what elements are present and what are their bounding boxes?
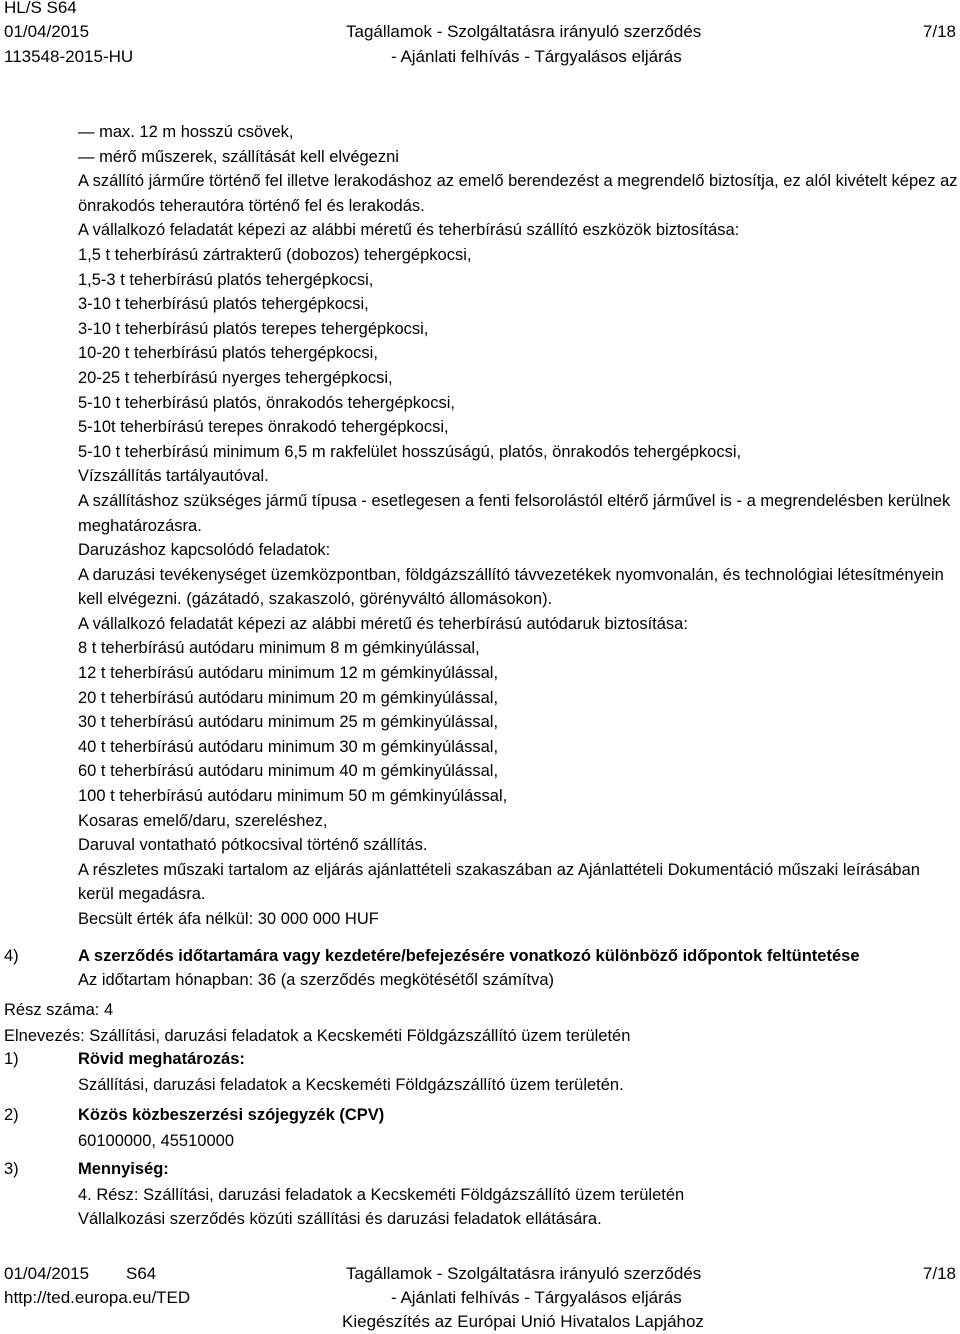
section-description <box>78 120 958 932</box>
list-item: 20-25 t teherbírású nyerges tehergépkocsi, <box>78 368 393 387</box>
paragraph-cranes-intro: A vállalkozó feladatát képezi az alábbi méretű és teherbírású autódaruk biztosítása: <box>78 614 688 633</box>
list-item: 5-10t teherbírású terepes önrakodó tehergépkocsi, <box>78 418 449 437</box>
list-item: 5-10 t teherbírású platós, önrakodós tehergépkocsi, <box>78 393 455 412</box>
estimated-value: Becsült érték áfa nélkül: 30 000 000 HUF <box>78 910 379 928</box>
item-title: Rövid meghatározás: <box>78 1050 245 1068</box>
paragraph-vehicle-type: A szállításhoz szükséges jármű típusa - esetlegesen a fenti felsorolástól eltérő járművel is - a megrendelésben kerülnek meghatározásra. <box>78 491 951 535</box>
item-value: Szállítási, daruzási feladatok a Kecskeméti Földgázszállító üzem területén. <box>78 1076 624 1094</box>
dash-item-pipes: — max. 12 m hosszú csövek, <box>78 123 294 141</box>
list-item: 12 t teherbírású autódaru minimum 12 m gémkinyúlással, <box>78 664 499 683</box>
footer-url[interactable]: http://ted.europa.eu/TED <box>4 1288 191 1307</box>
list-item: 1,5 t teherbírású zártrakterű (dobozos) tehergépkocsi, <box>78 245 472 264</box>
list-item: Daruval vontatható pótkocsival történő szállítás. <box>78 836 428 855</box>
dash-item-instruments: — mérő műszerek, szállítását kell elvégezni <box>78 147 399 166</box>
header-date: 01/04/2015 <box>4 22 90 41</box>
section-title: A szerződés időtartamára vagy kezdetére/befejezésére vonatkozó különböző időpontok feltüntetése <box>78 947 860 965</box>
part-name: Elnevezés: Szállítási, daruzási feladatok a Kecskeméti Földgázszállító üzem területén <box>4 1027 631 1045</box>
header-page-number: 7/18 <box>922 22 956 41</box>
list-item: 8 t teherbírású autódaru minimum 8 m gémkinyúlással, <box>78 639 480 658</box>
vehicle-list <box>78 243 958 489</box>
footer-supplement: Kiegészítés az Európai Unió Hivatalos Lapjához <box>342 1312 704 1331</box>
list-item: 60 t teherbírású autódaru minimum 40 m gémkinyúlással, <box>78 762 499 781</box>
section-number: 4) <box>4 947 19 965</box>
footer-page-number: 7/18 <box>922 1264 956 1283</box>
item-value: 4. Rész: Szállítási, daruzási feladatok a Kecskeméti Földgázszállító üzem területén <box>78 1186 685 1204</box>
list-item: 1,5-3 t teherbírású platós tehergépkocsi, <box>78 270 374 289</box>
crane-list <box>78 636 958 857</box>
list-item: 40 t teherbírású autódaru minimum 30 m gémkinyúlással, <box>78 737 499 756</box>
item-number: 2) <box>4 1106 19 1124</box>
footer-series: S64 <box>126 1264 157 1283</box>
list-item: 30 t teherbírású autódaru minimum 25 m gémkinyúlással, <box>78 713 499 732</box>
footer-date: 01/04/2015 <box>4 1264 90 1283</box>
header-procedure: - Ajánlati felhívás - Tárgyalásos eljárás <box>391 47 682 66</box>
item-value: 60100000, 45510000 <box>78 1132 234 1150</box>
list-item: Kosaras emelő/daru, szereléshez, <box>78 811 328 830</box>
list-item: 3-10 t teherbírású platós terepes tehergépkocsi, <box>78 319 429 338</box>
list-item: Vízszállítás tartályautóval. <box>78 467 269 486</box>
footer-doc-type: Tagállamok - Szolgáltatásra irányuló szerződés <box>346 1264 702 1283</box>
item-value: Vállalkozási szerződés közúti szállítási és daruzási feladatok ellátására. <box>78 1210 602 1228</box>
paragraph-loading: A szállító járműre történő fel illetve lerakodáshoz az emelő berendezést a megrendelő biztosítja, ez alól kivételt képez az önrakodós teherautóra történő fel és lerakodás. <box>78 172 958 215</box>
header-journal-ref: HL/S S64 <box>4 0 77 17</box>
paragraph-crane-location: A daruzási tevékenységet üzemközpontban, földgázszállító távvezetékek nyomvonalán, és technológiai létesítményein kell elvégezni. (gázátadó, szakaszoló, görényváltó állomásokon). <box>78 565 944 609</box>
header-doc-type: Tagállamok - Szolgáltatásra irányuló szerződés <box>346 22 702 41</box>
item-title: Mennyiség: <box>78 1160 169 1178</box>
footer-procedure: - Ajánlati felhívás - Tárgyalásos eljárás <box>391 1288 682 1307</box>
list-item: 3-10 t teherbírású platós tehergépkocsi, <box>78 295 369 314</box>
item-title: Közös közbeszerzési szójegyzék (CPV) <box>78 1106 385 1124</box>
part-number: Rész száma: 4 <box>4 1001 114 1019</box>
item-number: 1) <box>4 1050 19 1068</box>
paragraph-vehicles-intro: A vállalkozó feladatát képezi az alábbi méretű és teherbírású szállító eszközök biztosítása: <box>78 221 740 240</box>
header-notice-id: 113548-2015-HU <box>4 47 134 66</box>
paragraph-technical-content: A részletes műszaki tartalom az eljárás ajánlattételi szakaszában az Ajánlattételi Dokumentáció műszaki leírásában kerül megadásra. <box>78 860 920 904</box>
list-item: 100 t teherbírású autódaru minimum 50 m gémkinyúlással, <box>78 787 508 806</box>
duration-value: Az időtartam hónapban: 36 (a szerződés megkötésétől számítva) <box>78 971 554 989</box>
list-item: 20 t teherbírású autódaru minimum 20 m gémkinyúlással, <box>78 688 499 707</box>
paragraph-crane-heading: Daruzáshoz kapcsolódó feladatok: <box>78 541 331 560</box>
list-item: 5-10 t teherbírású minimum 6,5 m rakfelület hosszúságú, platós, önrakodós tehergépkocsi, <box>78 442 742 461</box>
item-number: 3) <box>4 1160 19 1178</box>
list-item: 10-20 t teherbírású platós tehergépkocsi, <box>78 344 378 363</box>
